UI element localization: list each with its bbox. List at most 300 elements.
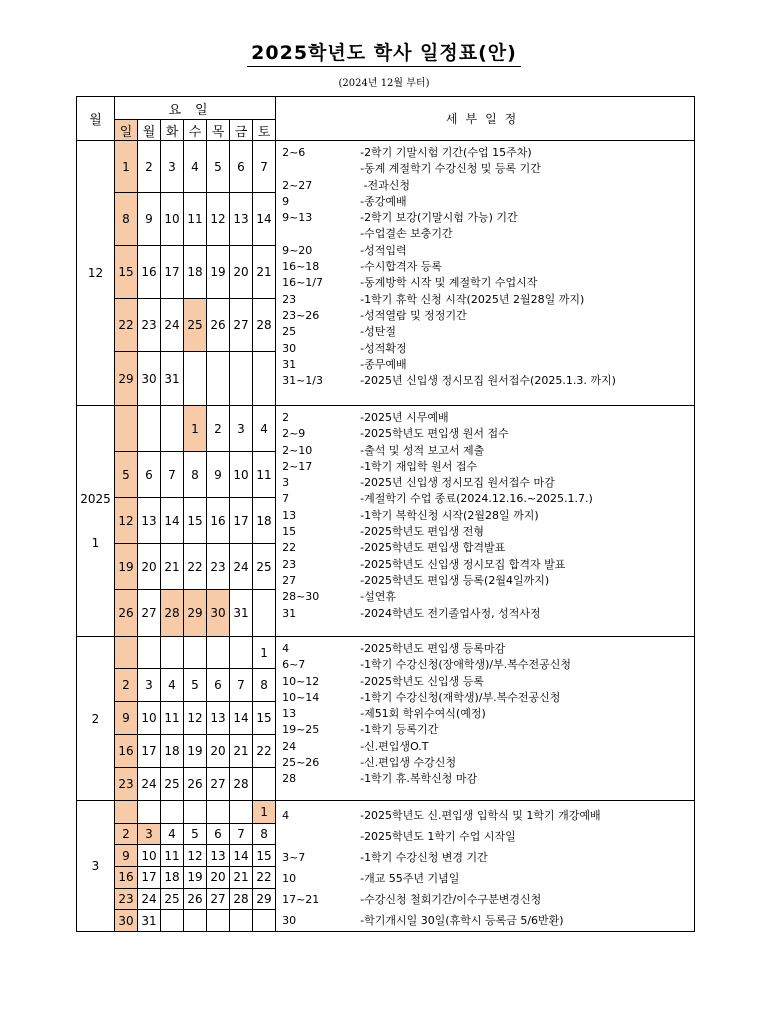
day-cell: 8	[184, 452, 207, 498]
day-cell: 29	[253, 888, 276, 910]
event-text: -2학기 기말시험 기간(수업 15주차)	[360, 146, 532, 159]
event-text: -출석 및 성적 보고서 제출	[360, 443, 485, 457]
day-cell: 13	[207, 702, 230, 735]
event-text: -2025학년도 편입생 전형	[360, 525, 485, 539]
day-cell: 22	[253, 867, 276, 889]
day-cell: 6	[138, 452, 161, 498]
day-cell: 19	[115, 544, 138, 590]
event-item	[282, 606, 694, 622]
day-cell: 24	[138, 888, 161, 910]
day-cell: 1	[253, 801, 276, 824]
day-cell: 20	[230, 246, 253, 299]
day-cell: 27	[207, 768, 230, 801]
day-cell: 7	[230, 823, 253, 845]
event-date: 23	[282, 292, 297, 306]
event-text: -제51회 학위수여식(예정)	[360, 707, 486, 721]
month-label-jan: 2025 1	[77, 406, 115, 637]
day-cell: 5	[184, 823, 207, 845]
event-date: 31~1/3	[282, 374, 324, 388]
day-cell: 28	[230, 768, 253, 801]
day-cell: 4	[253, 406, 276, 452]
event-date: 4	[282, 642, 290, 655]
day-cell: 10	[138, 845, 161, 867]
day-cell	[253, 590, 276, 637]
day-cell: 20	[207, 735, 230, 768]
day-cell: 2	[115, 823, 138, 845]
day-cell: 8	[115, 193, 138, 246]
event-date: 2~10	[282, 443, 313, 457]
event-item	[282, 161, 694, 177]
day-cell: 12	[115, 498, 138, 544]
day-cell: 15	[253, 702, 276, 735]
event-item	[282, 739, 694, 755]
day-cell	[115, 637, 138, 669]
day-cell: 22	[184, 544, 207, 590]
day-cell: 31	[161, 352, 184, 406]
event-item	[282, 573, 694, 589]
event-item	[282, 805, 694, 826]
day-cell: 13	[230, 193, 253, 246]
day-cell: 18	[184, 246, 207, 299]
day-cell: 6	[207, 823, 230, 845]
event-item	[282, 557, 694, 573]
event-item	[282, 410, 694, 426]
week-row	[77, 406, 695, 452]
day-cell: 31	[138, 910, 161, 932]
event-item	[282, 210, 694, 226]
day-cell: 21	[161, 544, 184, 590]
day-cell: 9	[115, 845, 138, 867]
event-date: 7	[282, 492, 290, 506]
day-cell: 19	[184, 867, 207, 889]
event-item	[282, 194, 694, 210]
event-text: -2025학년도 신입생 정시모집 합격자 발표	[360, 557, 566, 571]
day-cell: 10	[230, 452, 253, 498]
header-detail: 세부일정	[276, 97, 695, 141]
event-text: -설연휴	[360, 590, 396, 604]
day-cell: 22	[115, 299, 138, 352]
day-cell: 28	[230, 888, 253, 910]
day-cell: 28	[161, 590, 184, 637]
event-date: 23~26	[282, 308, 320, 322]
event-item	[282, 259, 694, 275]
event-date: 6~7	[282, 658, 306, 672]
day-cell: 2	[115, 669, 138, 702]
day-cell: 30	[207, 590, 230, 637]
day-cell	[115, 406, 138, 452]
event-item	[282, 275, 694, 291]
page-title-text: 2025학년도 학사 일정표(안)	[247, 42, 521, 67]
event-date: 2~6	[282, 146, 306, 159]
header-day-wed: 수	[184, 120, 207, 141]
month-label-mar: 3	[77, 801, 115, 932]
event-text: -개교 55주년 기념일	[360, 872, 460, 885]
header-weekday: 요일	[115, 97, 276, 120]
day-cell: 15	[115, 246, 138, 299]
event-date: 16~1/7	[282, 276, 324, 290]
event-date	[282, 826, 360, 847]
event-text: -전과신청	[360, 178, 411, 192]
day-cell: 17	[138, 735, 161, 768]
event-text: -1학기 등록기간	[360, 723, 439, 737]
day-cell: 13	[207, 845, 230, 867]
calendar-body	[77, 141, 695, 932]
event-date: 9~13	[282, 211, 313, 225]
event-date: 2~27	[282, 178, 313, 192]
event-text: -1학기 재입학 원서 접수	[360, 459, 478, 473]
day-cell	[161, 637, 184, 669]
day-cell: 11	[161, 702, 184, 735]
day-cell: 5	[115, 452, 138, 498]
day-cell: 22	[253, 735, 276, 768]
event-text: -1학기 복학신청 시작(2월28일 까지)	[360, 508, 539, 522]
header-day-fri: 금	[230, 120, 253, 141]
event-date: 2~9	[282, 427, 306, 441]
event-item	[282, 889, 694, 910]
day-cell: 7	[230, 669, 253, 702]
event-date: 25~26	[282, 756, 320, 770]
day-cell: 30	[138, 352, 161, 406]
event-date: 28~30	[282, 590, 320, 604]
event-text: -수강신청 철회기간/이수구분변경신청	[360, 893, 542, 906]
day-cell: 3	[138, 669, 161, 702]
day-cell	[184, 910, 207, 932]
day-cell: 1	[184, 406, 207, 452]
day-cell: 23	[138, 299, 161, 352]
event-text: -2025년 시무예배	[360, 411, 449, 424]
page-title	[0, 38, 768, 65]
event-item	[282, 324, 694, 340]
event-date: 2~17	[282, 459, 313, 473]
event-item	[282, 540, 694, 556]
event-item	[282, 443, 694, 459]
day-cell: 19	[184, 735, 207, 768]
day-cell: 15	[184, 498, 207, 544]
event-item	[282, 292, 694, 308]
day-cell: 30	[115, 910, 138, 932]
day-cell: 21	[230, 867, 253, 889]
day-cell	[184, 352, 207, 406]
event-item	[282, 706, 694, 722]
day-cell: 15	[253, 845, 276, 867]
event-text: -2025학년도 편입생 등록(2월4일까지)	[360, 573, 550, 587]
header-day-sun: 일	[115, 120, 138, 141]
day-cell: 27	[230, 299, 253, 352]
day-cell	[161, 910, 184, 932]
event-date: 15	[282, 525, 297, 539]
event-item	[282, 641, 694, 657]
event-date: 2	[282, 411, 290, 424]
day-cell: 14	[230, 702, 253, 735]
day-cell: 12	[184, 702, 207, 735]
day-cell	[253, 910, 276, 932]
event-date: 10	[282, 872, 297, 885]
event-text: -1학기 휴학 신청 시작(2025년 2월28일 까지)	[360, 292, 585, 306]
event-text: -2025학년도 편입생 원서 접수	[360, 427, 509, 441]
event-text: -2학기 보강(기말시험 가능) 기간	[360, 211, 518, 225]
event-item	[282, 475, 694, 491]
event-date	[282, 161, 360, 177]
event-item	[282, 755, 694, 771]
event-date: 13	[282, 508, 297, 522]
day-cell	[207, 637, 230, 669]
event-text: -1학기 휴.복학신청 마감	[360, 772, 478, 786]
event-date: 28	[282, 772, 297, 786]
event-list-feb	[276, 637, 695, 801]
day-cell: 4	[161, 669, 184, 702]
day-cell: 14	[230, 845, 253, 867]
event-text: -1학기 수강신청(장애학생)/부.복수전공신청	[360, 658, 571, 672]
day-cell: 5	[184, 669, 207, 702]
week-row	[77, 141, 695, 193]
day-cell	[230, 352, 253, 406]
event-text: -1학기 수강신청 변경 기간	[360, 851, 488, 864]
event-date: 10~14	[282, 690, 320, 704]
event-date: 17~21	[282, 893, 320, 906]
day-cell: 18	[161, 867, 184, 889]
event-text: -종무예배	[360, 357, 407, 371]
header-day-mon: 월	[138, 120, 161, 141]
day-cell: 16	[115, 735, 138, 768]
day-cell: 23	[115, 888, 138, 910]
event-text: -성적입력	[360, 243, 407, 257]
event-date	[282, 226, 360, 242]
event-text: -성적확정	[360, 341, 407, 355]
day-cell: 8	[253, 669, 276, 702]
day-cell	[230, 910, 253, 932]
day-cell: 29	[115, 352, 138, 406]
day-cell	[253, 352, 276, 406]
event-item	[282, 491, 694, 507]
event-text: -신.편입생 수강신청	[360, 756, 457, 770]
day-cell: 25	[161, 888, 184, 910]
header-day-sat: 토	[253, 120, 276, 141]
event-item	[282, 357, 694, 373]
month-label-dec: 12	[77, 141, 115, 406]
event-list-jan	[276, 406, 695, 637]
day-cell: 20	[138, 544, 161, 590]
header-day-tue: 화	[161, 120, 184, 141]
page-subtitle: (2024년 12월 부터)	[338, 78, 430, 89]
day-cell: 19	[207, 246, 230, 299]
day-cell: 18	[161, 735, 184, 768]
event-text: -2025학년도 1학기 수업 시작일	[360, 830, 516, 843]
day-cell: 14	[253, 193, 276, 246]
day-cell	[161, 801, 184, 824]
day-cell: 11	[161, 845, 184, 867]
day-cell: 3	[161, 141, 184, 193]
day-cell: 10	[161, 193, 184, 246]
day-cell: 5	[207, 141, 230, 193]
day-cell	[207, 910, 230, 932]
day-cell	[207, 352, 230, 406]
event-date: 9~20	[282, 243, 313, 257]
day-cell	[253, 768, 276, 801]
event-date: 30	[282, 341, 297, 355]
day-cell: 21	[230, 735, 253, 768]
day-cell: 14	[161, 498, 184, 544]
day-cell	[184, 801, 207, 824]
event-date: 19~25	[282, 723, 320, 737]
event-item	[282, 847, 694, 868]
event-item	[282, 771, 694, 787]
day-cell: 25	[184, 299, 207, 352]
day-cell: 16	[138, 246, 161, 299]
event-date: 3	[282, 476, 290, 490]
day-cell	[115, 801, 138, 824]
day-cell: 25	[253, 544, 276, 590]
day-cell: 4	[184, 141, 207, 193]
day-cell	[161, 406, 184, 452]
day-cell: 6	[207, 669, 230, 702]
day-cell: 7	[253, 141, 276, 193]
event-item	[282, 308, 694, 324]
event-date: 3~7	[282, 851, 306, 864]
day-cell	[138, 801, 161, 824]
event-text: -2025학년도 신.편입생 입학식 및 1학기 개강예배	[360, 809, 601, 822]
event-list-dec	[276, 141, 695, 406]
event-item	[282, 868, 694, 889]
event-item	[282, 589, 694, 605]
event-item	[282, 826, 694, 847]
day-cell: 1	[115, 141, 138, 193]
day-cell: 12	[207, 193, 230, 246]
day-cell: 10	[138, 702, 161, 735]
event-item	[282, 674, 694, 690]
day-cell: 21	[253, 246, 276, 299]
day-cell: 29	[184, 590, 207, 637]
day-cell: 3	[230, 406, 253, 452]
day-cell: 25	[161, 768, 184, 801]
day-cell: 9	[115, 702, 138, 735]
academic-calendar-table	[76, 96, 695, 932]
event-item	[282, 508, 694, 524]
event-text: -신.편입생O.T	[360, 739, 429, 753]
event-date: 31	[282, 606, 297, 620]
month-label-feb: 2	[77, 637, 115, 801]
day-cell: 13	[138, 498, 161, 544]
day-cell: 2	[207, 406, 230, 452]
day-cell: 24	[138, 768, 161, 801]
day-cell: 6	[230, 141, 253, 193]
event-text: -2025년 신입생 정시모집 원서접수 마감	[360, 476, 555, 490]
day-cell: 23	[115, 768, 138, 801]
event-item	[282, 524, 694, 540]
event-item	[282, 657, 694, 673]
day-cell: 18	[253, 498, 276, 544]
day-cell: 31	[230, 590, 253, 637]
day-cell: 24	[230, 544, 253, 590]
day-cell: 9	[207, 452, 230, 498]
day-cell: 1	[253, 637, 276, 669]
event-date: 13	[282, 707, 297, 721]
day-cell: 17	[161, 246, 184, 299]
day-cell: 17	[230, 498, 253, 544]
event-item	[282, 722, 694, 738]
day-cell: 2	[138, 141, 161, 193]
day-cell: 26	[184, 768, 207, 801]
event-item	[282, 243, 694, 259]
header-month: 월	[77, 97, 115, 141]
event-text: -동계방학 시작 및 계절학기 수업시작	[360, 276, 538, 290]
event-text: -계절학기 수업 종료(2024.12.16.~2025.1.7.)	[360, 492, 593, 506]
event-item	[282, 226, 694, 242]
day-cell: 9	[138, 193, 161, 246]
day-cell	[138, 406, 161, 452]
event-date: 22	[282, 541, 297, 555]
day-cell: 26	[184, 888, 207, 910]
day-cell: 24	[161, 299, 184, 352]
event-text: -2025학년도 편입생 등록마감	[360, 642, 506, 655]
event-text: -종강예배	[360, 194, 407, 208]
event-date: 10~12	[282, 674, 320, 688]
day-cell: 27	[138, 590, 161, 637]
day-cell: 7	[161, 452, 184, 498]
day-cell: 12	[184, 845, 207, 867]
week-row	[77, 801, 695, 824]
day-cell: 3	[138, 823, 161, 845]
day-cell: 28	[253, 299, 276, 352]
event-text: -수업결손 보충기간	[360, 227, 453, 241]
event-date: 27	[282, 573, 297, 587]
day-cell: 26	[207, 299, 230, 352]
event-text: -2025학년도 편입생 합격발표	[360, 541, 506, 555]
day-cell	[184, 637, 207, 669]
day-cell: 11	[253, 452, 276, 498]
event-date: 24	[282, 739, 297, 753]
day-cell: 8	[253, 823, 276, 845]
day-cell: 11	[184, 193, 207, 246]
event-text: -수시합격자 등록	[360, 260, 442, 274]
event-item	[282, 178, 694, 194]
event-text: -2025년 신입생 정시모집 원서접수(2025.1.3. 까지)	[360, 374, 616, 388]
event-date: 31	[282, 357, 297, 371]
event-text: -2025학년도 신입생 등록	[360, 674, 485, 688]
event-date: 9	[282, 194, 290, 208]
event-item	[282, 690, 694, 706]
day-cell: 16	[115, 867, 138, 889]
event-text: -1학기 수강신청(재학생)/부.복수전공신청	[360, 690, 561, 704]
event-item	[282, 426, 694, 442]
day-cell	[230, 801, 253, 824]
day-cell: 17	[138, 867, 161, 889]
day-cell: 23	[207, 544, 230, 590]
week-row	[77, 637, 695, 669]
event-item	[282, 459, 694, 475]
day-cell: 4	[161, 823, 184, 845]
event-item	[282, 145, 694, 161]
day-cell	[207, 801, 230, 824]
event-list-mar	[276, 801, 695, 932]
day-cell	[230, 637, 253, 669]
event-text: -성탄절	[360, 325, 396, 339]
event-item	[282, 373, 694, 389]
day-cell: 20	[207, 867, 230, 889]
event-item	[282, 910, 694, 931]
event-text: -학기개시일 30일(휴학시 등록금 5/6반환)	[360, 914, 564, 927]
event-text: -2024학년도 전기졸업사정, 성적사정	[360, 606, 541, 620]
day-cell: 16	[207, 498, 230, 544]
event-item	[282, 341, 694, 357]
event-date: 30	[282, 914, 297, 927]
day-cell: 27	[207, 888, 230, 910]
event-date: 25	[282, 325, 297, 339]
event-text: -성적열람 및 정정기간	[360, 308, 467, 322]
day-cell	[138, 637, 161, 669]
event-date: 23	[282, 557, 297, 571]
event-date: 16~18	[282, 260, 320, 274]
event-date: 4	[282, 809, 290, 822]
